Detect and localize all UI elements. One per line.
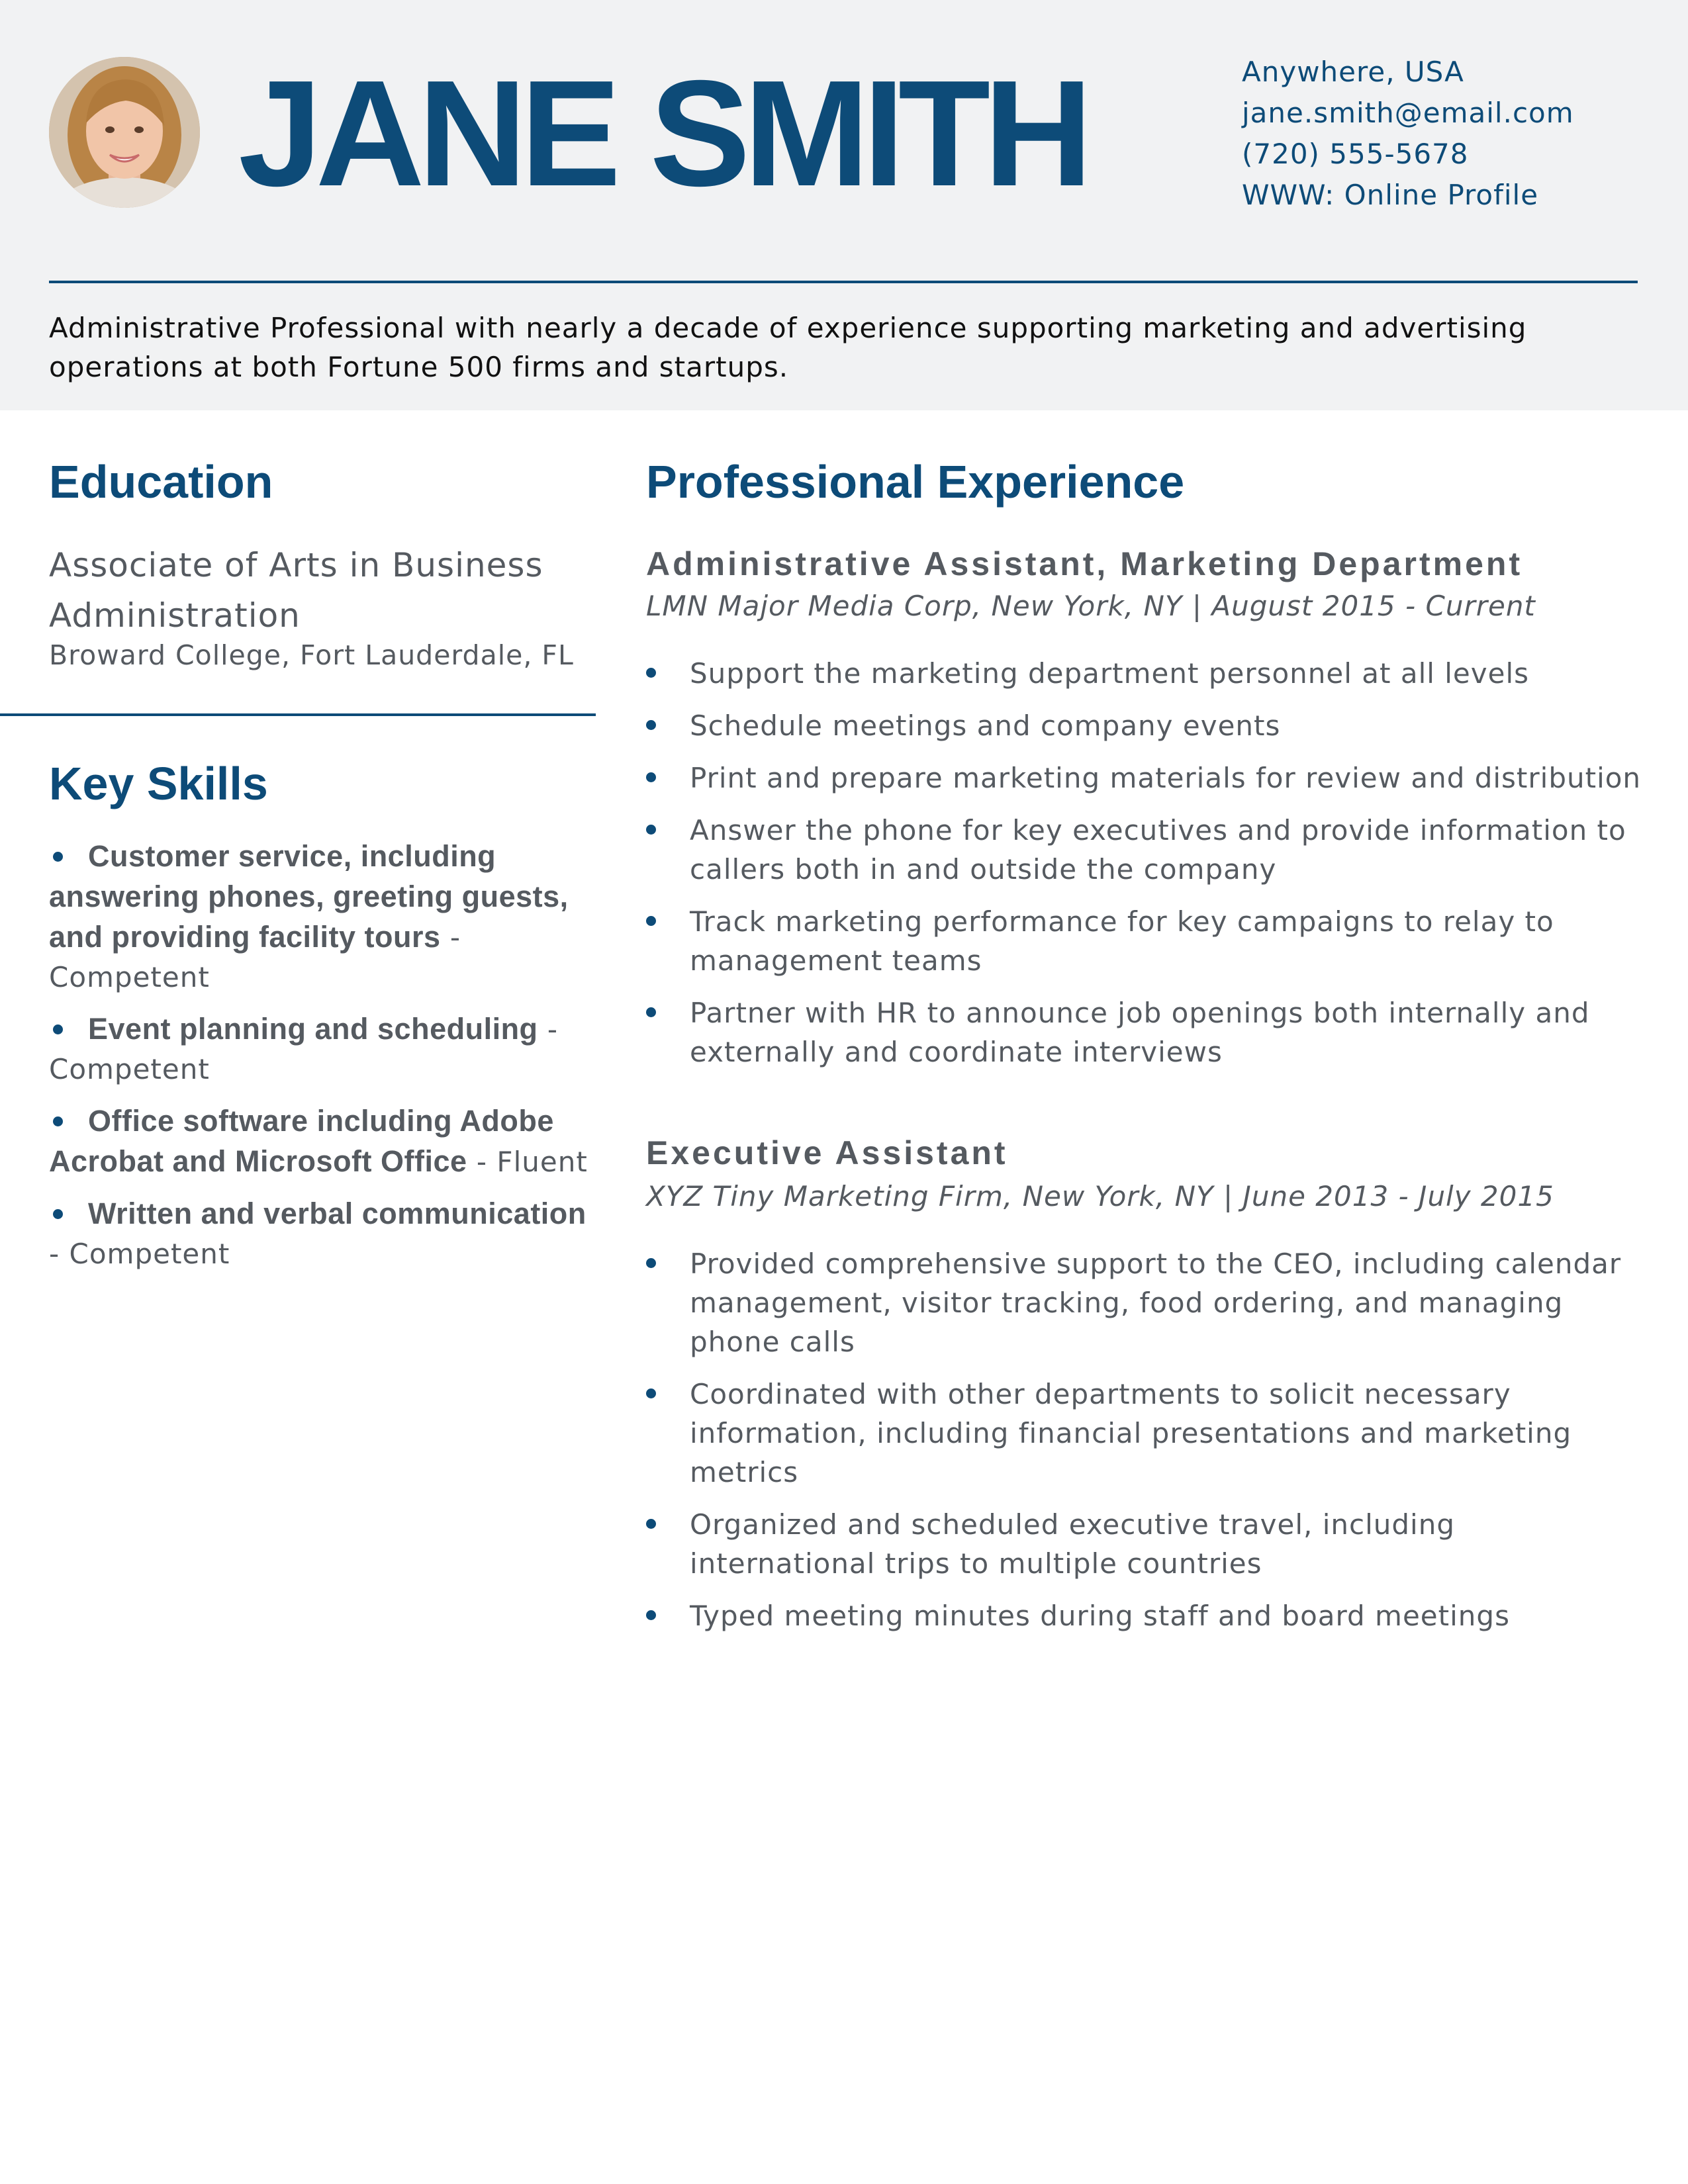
list-item	[646, 654, 1646, 693]
professional-summary: Administrative Professional with nearly a decade of experience supporting marketing and advertising operations at both Fortune 500 firms and startups.	[49, 312, 1527, 383]
education-school: Broward College, Fort Lauderdale, FL	[49, 639, 574, 671]
bullet-icon	[646, 1258, 656, 1268]
list-item	[646, 902, 1646, 980]
skills-heading: Key Skills	[49, 758, 268, 809]
candidate-name: JANE SMITH	[238, 50, 1086, 218]
bullet-text: Provided comprehensive support to the CEO, including calendar management, visitor tracking, food ordering, and managing phone calls	[690, 1248, 1622, 1358]
job-bullets	[646, 654, 1646, 1085]
education-degree: Associate of Arts in Business Administration	[49, 546, 543, 635]
resume-header	[0, 0, 1688, 410]
list-item	[49, 837, 592, 997]
left-column-divider	[0, 713, 596, 716]
experience-heading: Professional Experience	[646, 456, 1185, 508]
skill-level: - Competent	[49, 1013, 559, 1085]
job-meta: XYZ Tiny Marketing Firm, New York, NY | June 2013 - July 2015	[646, 1180, 1554, 1212]
header-divider	[49, 281, 1638, 283]
bullet-icon	[646, 1007, 656, 1017]
skill-name: Event planning and scheduling	[88, 1012, 538, 1046]
education-heading: Education	[49, 456, 273, 508]
bullet-icon	[646, 772, 656, 782]
list-item	[49, 1194, 592, 1274]
list-item	[646, 1375, 1646, 1492]
list-item	[646, 758, 1646, 797]
list-item	[646, 1505, 1646, 1583]
contact-email[interactable]: jane.smith@email.com	[1242, 97, 1574, 129]
skill-name: Office software including Adobe Acrobat and Microsoft Office	[49, 1104, 554, 1178]
list-item	[646, 993, 1646, 1071]
bullet-icon	[646, 668, 656, 678]
bullet-text: Print and prepare marketing materials for review and distribution	[690, 762, 1642, 794]
person-portrait-icon	[49, 57, 200, 208]
contact-location: Anywhere, USA	[1242, 56, 1464, 88]
job-title: Administrative Assistant, Marketing Department	[646, 545, 1523, 582]
bullet-icon	[53, 852, 63, 862]
bullet-text: Schedule meetings and company events	[690, 709, 1281, 742]
bullet-icon	[646, 1388, 656, 1398]
bullet-text: Track marketing performance for key campaigns to relay to management teams	[690, 905, 1554, 977]
list-item	[646, 1244, 1646, 1361]
bullet-icon	[53, 1116, 63, 1126]
list-item	[49, 1009, 592, 1089]
list-item	[646, 811, 1646, 889]
profile-photo	[49, 57, 200, 208]
bullet-icon	[53, 1024, 63, 1034]
skill-name: Written and verbal communication	[88, 1197, 586, 1230]
contact-phone[interactable]: (720) 555-5678	[1242, 138, 1469, 170]
bullet-text: Partner with HR to announce job openings both internally and externally and coordinate interviews	[690, 997, 1590, 1068]
skills-list	[49, 837, 592, 1286]
skill-level: - Fluent	[467, 1146, 588, 1178]
bullet-text: Coordinated with other departments to solicit necessary information, including financial presentations and marketing metrics	[690, 1378, 1572, 1488]
skill-name: Customer service, including answering phones, greeting guests, and providing facility tours	[49, 839, 569, 954]
bullet-text: Organized and scheduled executive travel, including international trips to multiple countries	[690, 1508, 1455, 1580]
list-item	[49, 1101, 592, 1182]
bullet-icon	[646, 1519, 656, 1529]
job-meta: LMN Major Media Corp, New York, NY | August 2015 - Current	[646, 590, 1536, 622]
bullet-text: Typed meeting minutes during staff and board meetings	[690, 1600, 1510, 1632]
bullet-icon	[646, 825, 656, 835]
bullet-icon	[646, 720, 656, 730]
skill-level: - Competent	[49, 921, 461, 993]
bullet-icon	[53, 1209, 63, 1219]
job-bullets	[646, 1244, 1646, 1649]
bullet-icon	[646, 916, 656, 926]
contact-website[interactable]: WWW: Online Profile	[1242, 179, 1539, 211]
list-item	[646, 1596, 1646, 1635]
bullet-text: Support the marketing department personnel at all levels	[690, 657, 1530, 690]
skill-level: - Competent	[49, 1238, 230, 1270]
contact-info	[1242, 52, 1639, 216]
job-title: Executive Assistant	[646, 1134, 1008, 1171]
bullet-icon	[646, 1610, 656, 1620]
list-item	[646, 706, 1646, 745]
bullet-text: Answer the phone for key executives and provide information to callers both in and outside the company	[690, 814, 1626, 886]
